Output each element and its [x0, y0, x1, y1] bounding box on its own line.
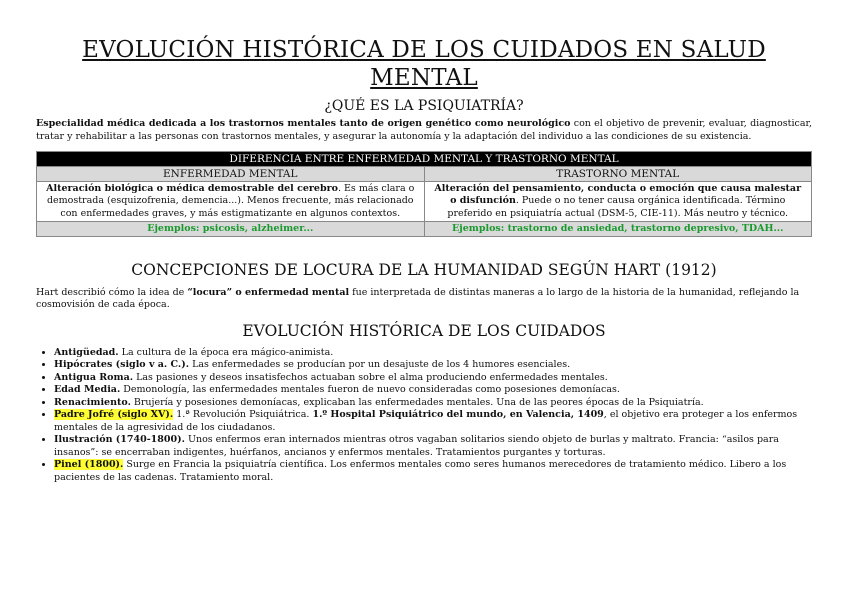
- list-item: [54, 409, 812, 434]
- list-item: [54, 347, 812, 360]
- history-text: 1.ª Revolución Psiquiátrica.: [173, 409, 313, 421]
- list-item: [54, 359, 812, 372]
- list-item: [54, 459, 812, 484]
- trastorno-description: [424, 182, 812, 222]
- history-term: Renacimiento.: [54, 396, 131, 408]
- enfermedad-bold: Alteración biológica o médica demostrable del cerebro: [46, 183, 338, 194]
- hart-paragraph: [36, 287, 812, 312]
- history-text: Las pasiones y deseos insatisfechos actuaban sobre el alma produciendo enfermedades mentales.: [133, 371, 608, 383]
- history-term: Hipócrates (siglo v a. C.).: [54, 359, 190, 371]
- history-text: Demonología, las enfermedades mentales fueron de nuevo consideradas como posesiones demoníacas.: [120, 384, 620, 396]
- enfermedad-description: [37, 182, 425, 222]
- list-item: [54, 397, 812, 410]
- definition-rest: con el objetivo de prevenir, evaluar, diagnosticar, tratar y rehabilitar a las personas con trastornos mentales, y asegurar la autonomía y la adaptación del individuo a las condiciones de su existencia.: [36, 118, 812, 142]
- history-term-highlighted: Pinel (1800).: [54, 459, 124, 471]
- history-text: Unos enfermos eran internados mientras otros vagaban solitarios siendo objeto de burlas y maltrato. Francia: “asilos para insanos”: se encerraban indigentes, huérfanos, ancianos y enfermos mentales. Tratamientos purgantes y torturas.: [54, 434, 779, 458]
- difference-table: [36, 151, 812, 237]
- trastorno-bold: Alteración del pensamiento, conducta o emoción que causa malestar o disfunción: [434, 183, 802, 207]
- hart-bold: “locura” o enfermedad mental: [187, 286, 350, 298]
- list-item: [54, 372, 812, 385]
- psychiatry-question-heading: ¿QUÉ ES LA PSIQUIATRÍA?: [324, 98, 524, 114]
- psychiatry-definition: [36, 118, 812, 143]
- history-term: Ilustración (1740-1800).: [54, 434, 185, 446]
- hart-heading: CONCEPCIONES DE LOCURA DE LA HUMANIDAD SEGÚN HART (1912): [131, 260, 717, 279]
- col-enfermedad-title: ENFERMEDAD MENTAL: [37, 167, 425, 182]
- table-header: DIFERENCIA ENTRE ENFERMEDAD MENTAL Y TRASTORNO MENTAL: [37, 152, 812, 167]
- trastorno-examples: Ejemplos: trastorno de ansiedad, trastorno depresivo, TDAH...: [424, 221, 812, 236]
- enfermedad-rest: . Es más clara o demostrada (esquizofrenia, demencia...). Menos frecuente, más relacionado con enfermedades graves, y más estigmatizante en algunos contextos.: [46, 183, 415, 219]
- history-text-continued: , el objetivo era proteger a los enfermos mentales de la agresividad de los ciudadanos.: [54, 409, 798, 433]
- list-item: [54, 384, 812, 397]
- enfermedad-examples: Ejemplos: psicosis, alzheimer...: [37, 221, 425, 236]
- document-title: EVOLUCIÓN HISTÓRICA DE LOS CUIDADOS EN SALUD MENTAL: [82, 37, 766, 91]
- history-text: Las enfermedades se producían por un desajuste de los 4 humores esenciales.: [189, 359, 571, 371]
- history-heading: EVOLUCIÓN HISTÓRICA DE LOS CUIDADOS: [242, 321, 606, 340]
- col-trastorno-title: TRASTORNO MENTAL: [424, 167, 812, 182]
- definition-bold: Especialidad médica dedicada a los trastornos mentales tanto de origen genético como neurológico: [36, 118, 571, 129]
- history-term: Antigua Roma.: [54, 371, 134, 383]
- history-text: Surge en Francia la psiquiatría científica. Los enfermos mentales como seres humanos merecedores de tratamiento médico. Libero a los pacientes de las cadenas. Tratamiento moral.: [54, 459, 787, 483]
- trastorno-rest: . Puede o no tener causa orgánica identificada. Término preferido en psiquiatría actual (DSM-5, CIE-11). Más neutro y técnico.: [447, 195, 789, 219]
- history-term: Edad Media.: [54, 384, 121, 396]
- hart-post: fue interpretada de distintas maneras a lo largo de la historia de la humanidad, reflejando la cosmovisión de cada época.: [36, 286, 800, 311]
- history-text: La cultura de la época era mágico-animista.: [118, 346, 334, 358]
- history-bold-fact: 1.º Hospital Psiquiátrico del mundo, en Valencia, 1409: [312, 409, 604, 421]
- history-list: [36, 347, 812, 485]
- list-item: [54, 434, 812, 459]
- history-text: Brujería y posesiones demoníacas, explicaban las enfermedades mentales. Una de las peores épocas de la Psiquiatría.: [130, 396, 704, 408]
- history-term: Antigüedad.: [54, 346, 119, 358]
- history-term-highlighted: Padre Jofré (siglo XV).: [54, 409, 174, 421]
- hart-pre: Hart describió cómo la idea de: [36, 286, 188, 298]
